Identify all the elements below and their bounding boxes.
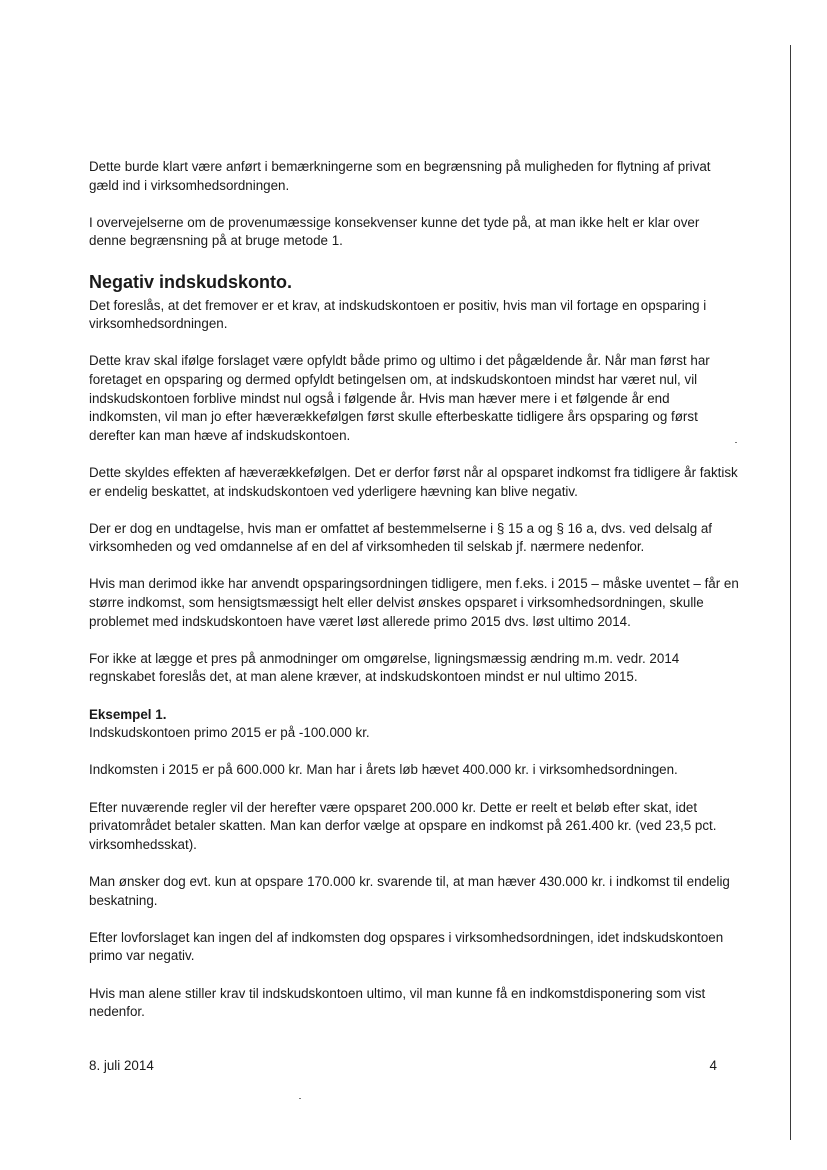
paragraph: Dette burde klart være anført i bemærkningerne som en begrænsning på muligheden for flytning af privat gæld ind i virksomhedsordningen. (89, 159, 711, 193)
document-body (89, 158, 739, 1040)
paragraph: Efter lovforslaget kan ingen del af indkomsten dog opspares i virksomhedsordningen, idet indskudskontoen primo var negativ. (89, 929, 724, 964)
paragraph: For ikke at lægge et pres på anmodninger om omgørelse, ligningsmæssig ændring m.m. vedr. 2014 regnskabet foreslås det, at man alene kræver, at indskudskontoen mindst er nul ultimo 2015. (89, 650, 680, 685)
paragraph: Dette skyldes effekten af hæverækkefølgen. Det er derfor først når al opsparet indkomst fra tidligere år faktisk er endelig beskattet, at indskudskontoen ved yderligere hævning kan blive negativ. (89, 464, 738, 499)
example-line: Indskudskontoen primo 2015 er på -100.000 kr. (89, 725, 370, 741)
footer-date: 8. juli 2014 (89, 1058, 154, 1073)
page-edge-line (790, 45, 791, 1140)
example-title: Eksempel 1. (89, 706, 167, 722)
paragraph: I overvejelserne om de provenumæssige konsekvenser kunne det tyde på, at man ikke helt er klar over denne begrænsning på at bruge metode 1. (89, 214, 700, 249)
paragraph: Hvis man alene stiller krav til indskudskontoen ultimo, vil man kunne få en indkomstdisponering som vist nedenfor. (89, 985, 706, 1020)
scan-speck (735, 442, 737, 443)
paragraph: Man ønsker dog evt. kun at opspare 170.000 kr. svarende til, at man hæver 430.000 kr. i indkomst til endelig beskatning. (89, 873, 730, 908)
page-number: 4 (709, 1058, 717, 1073)
paragraph: Indkomsten i 2015 er på 600.000 kr. Man har i årets løb hævet 400.000 kr. i virksomhedsordningen. (89, 762, 678, 778)
scan-speck (299, 1098, 301, 1099)
paragraph: Der er dog en undtagelse, hvis man er omfattet af bestemmelserne i § 15 a og § 16 a, dvs. ved delsalg af virksomheden og ved omdannelse af en del af virksomheden til selskab jf. nærmere nedenfor. (89, 520, 713, 555)
paragraph: Dette krav skal ifølge forslaget være opfyldt både primo og ultimo i det pågældende år. Når man først har foretaget en opsparing og dermed opfyldt betingelsen om, at indskudskontoen mindst har været nul, vil indskudskontoen forblive mindst nul også i følgende år. Hvis man hæver mere i et følgende år end indkomsten, vil man jo efter hæverækkefølgen først skulle efterbeskatte tidligere års opsparing og først derefter kan man hæve af indskudskontoen. (89, 353, 710, 443)
section-heading: Negativ indskudskonto. (89, 271, 293, 292)
paragraph: Hvis man derimod ikke har anvendt opsparingsordningen tidligere, men f.eks. i 2015 – måske uventet – får en større indkomst, som hensigtsmæssigt helt eller delvist ønskes opsparet i virksomhedsordningen, skulle problemet med indskudskontoen have været løst allerede primo 2015 dvs. løst ultimo 2014. (89, 576, 739, 629)
paragraph: Efter nuværende regler vil der herefter være opsparet 200.000 kr. Dette er reelt et beløb efter skat, idet privatområdet betaler skatten. Man kan derfor vælge at opspare en indkomst på 261.400 kr. (ved 23,5 pct. virksomhedsskat). (89, 799, 717, 852)
paragraph: Det foreslås, at det fremover er et krav, at indskudskontoen er positiv, hvis man vil fortage en opsparing i virksomhedsordningen. (89, 297, 707, 332)
